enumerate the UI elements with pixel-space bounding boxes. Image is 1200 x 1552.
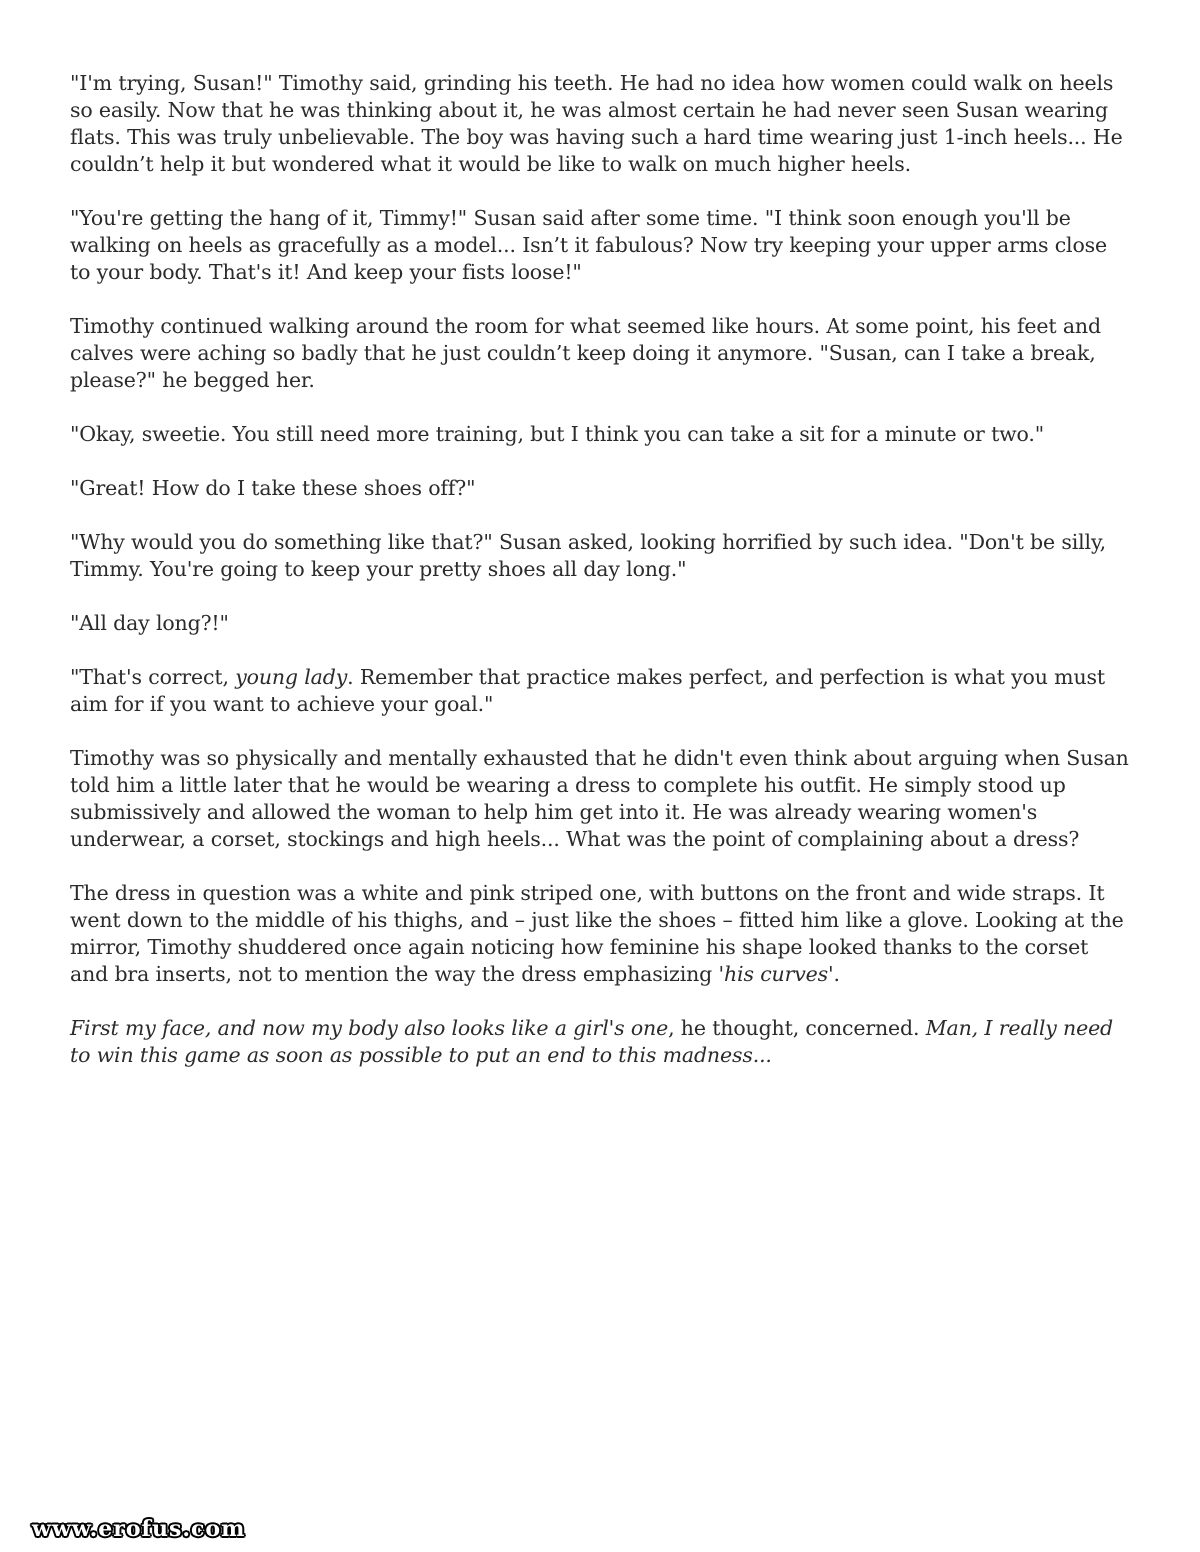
text-segment: . Remember that practice makes perfect, and perfection is what you must aim for if you want to achieve your goal."	[70, 665, 1105, 716]
paragraph	[70, 610, 1132, 637]
text-segment: "I'm trying, Susan!" Timothy said, grinding his teeth. He had no idea how women could walk on heels so easily. Now that he was thinking about it, he was almost certain he had never seen Susan wearing flats. This was truly unbelievable. The boy was having such a hard time wearing just 1-inch heels... He couldn’t help it but wondered what it would be like to walk on much higher heels.	[70, 71, 1123, 176]
paragraph	[70, 313, 1132, 394]
text-segment: Timothy was so physically and mentally exhausted that he didn't even think about arguing when Susan told him a little later that he would be wearing a dress to complete his outfit. He simply stood up submissively and allowed the woman to help him get into it. He was already wearing women's underwear, a corset, stockings and high heels... What was the point of complaining about a dress?	[70, 746, 1129, 851]
text-segment: "Why would you do something like that?" Susan asked, looking horrified by such idea. "Don't be silly, Timmy. You're going to keep your pretty shoes all day long."	[70, 530, 1107, 581]
text-segment: The dress in question was a white and pink striped one, with buttons on the front and wide straps. It went down to the middle of his thighs, and – just like the shoes – fitted him like a glove. Looking at the mirror, Timothy shuddered once again noticing how feminine his shape looked thanks to the corset and bra inserts, not to mention the way the dress emphasizing '	[70, 881, 1124, 986]
text-segment: "Great! How do I take these shoes off?"	[70, 476, 476, 500]
italic-text: his curves	[724, 962, 829, 986]
italic-text: Man, I really need to win this game as soon as possible to put an end to this madness...	[70, 1016, 1114, 1067]
paragraph	[70, 421, 1132, 448]
paragraph	[70, 1015, 1132, 1069]
text-segment: "All day long?!"	[70, 611, 229, 635]
watermark: www.erofus.com	[32, 1516, 246, 1542]
paragraph	[70, 664, 1132, 718]
text-segment: '.	[828, 962, 840, 986]
text-segment: Timothy continued walking around the room for what seemed like hours. At some point, his feet and calves were aching so badly that he just couldn’t keep doing it anymore. "Susan, can I take a break, please?" he begged her.	[70, 314, 1101, 392]
text-segment: "That's correct,	[70, 665, 236, 689]
italic-text: young lady	[235, 665, 348, 689]
italic-text: First my face, and now my body also looks like a girl's one	[70, 1016, 669, 1040]
paragraph	[70, 475, 1132, 502]
text-segment: , he thought, concerned.	[668, 1016, 926, 1040]
paragraph	[70, 529, 1132, 583]
paragraph	[70, 205, 1132, 286]
paragraph	[70, 880, 1132, 988]
text-segment: "You're getting the hang of it, Timmy!" Susan said after some time. "I think soon enough you'll be walking on heels as gracefully as a model... Isn’t it fabulous? Now try keeping your upper arms close to your body. That's it! And keep your fists loose!"	[70, 206, 1108, 284]
paragraph	[70, 745, 1132, 853]
document-page	[70, 70, 1132, 1096]
text-segment: "Okay, sweetie. You still need more training, but I think you can take a sit for a minute or two."	[70, 422, 1045, 446]
paragraph	[70, 70, 1132, 178]
